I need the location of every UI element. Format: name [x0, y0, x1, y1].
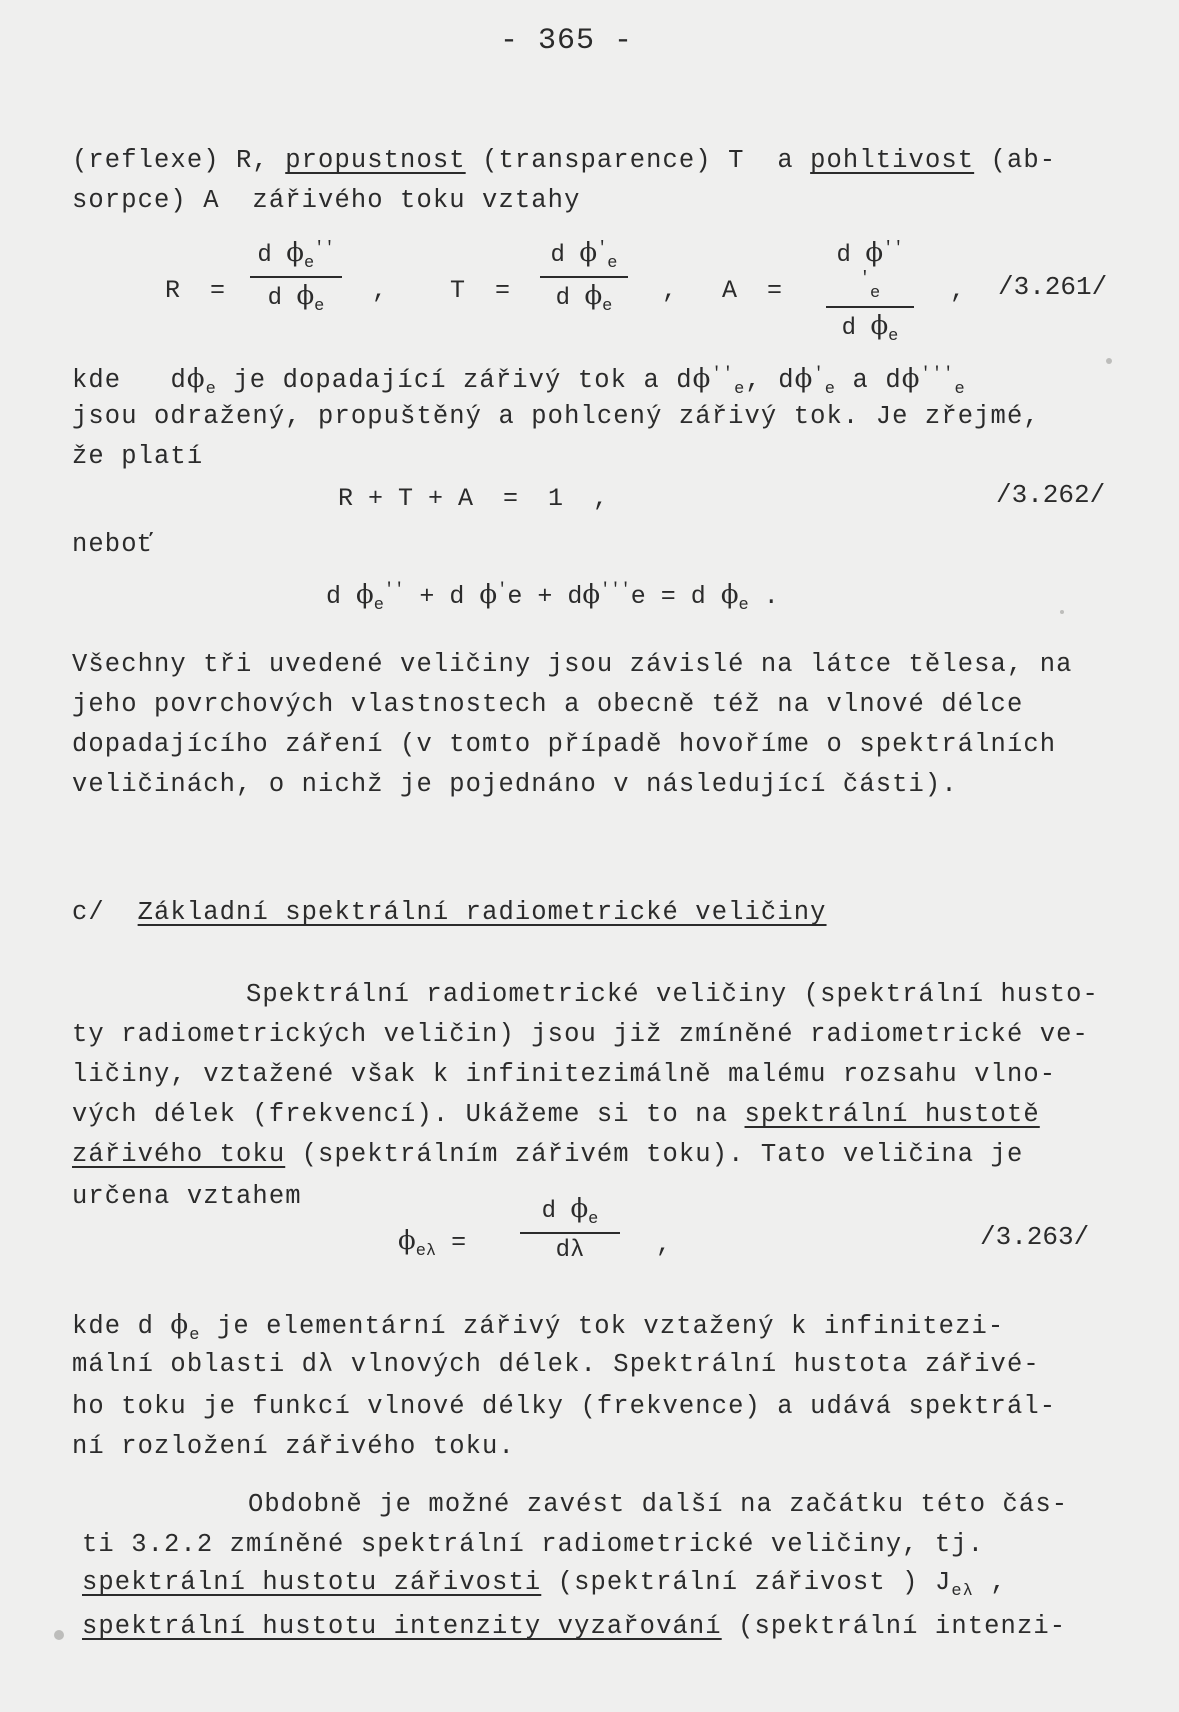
term-spektralni-hustotu-intenzity: spektrální hustotu intenzity vyzařování [82, 1612, 722, 1641]
paragraph-line: zářivého toku (spektrálním zářivém toku). Tato veličina je [72, 1140, 1024, 1169]
page-number: - 365 - [500, 24, 634, 58]
paragraph-line: veličinách, o nichž je pojednáno v následující části). [72, 770, 958, 799]
kde-line: kde $d\phi_e$ je dopadající zářivý tok a $d\phi''_e$, $d\phi'_e$ a $d\phi'''_e$ [72, 364, 966, 400]
fraction-R: d $\phi_e''$ d $\phi_e$ [250, 238, 342, 316]
section-label: c/ [72, 898, 105, 927]
paragraph-line: spektrální hustotu zářivosti (spektrální zářivost ) $J_{e\lambda}$ , [82, 1568, 1007, 1602]
paragraph-line [72, 146, 1056, 175]
term-spektralni-hustote: spektrální hustotě [744, 1100, 1040, 1129]
fraction-T: d $\phi'_e$ d $\phi_e$ [540, 238, 628, 316]
paragraph-line: Spektrální radiometrické veličiny (spektrální husto- [246, 980, 1099, 1009]
text-span: (transparence) T a [465, 146, 811, 175]
eq-separator: , [656, 1230, 672, 1259]
paragraph-line: Všechny tři uvedené veličiny jsou závislé na látce tělesa, na [72, 650, 1073, 679]
paragraph-line: sorpce) A zářivého toku vztahy [72, 186, 581, 215]
fraction-phi-lambda: d $\phi_e$ dλ [520, 1194, 620, 1264]
paragraph-line: určena vztahem [72, 1182, 302, 1211]
eq-lhs-T: T = [450, 276, 511, 305]
scan-speck [1106, 358, 1112, 364]
term-ziriveho-toku: zářivého toku [72, 1140, 286, 1169]
paragraph-line: ho toku je funkcí vlnové délky (frekvence) a udává spektrál- [72, 1392, 1057, 1421]
paragraph-line: spektrální hustotu intenzity vyzařování (spektrální intenzi- [82, 1612, 1067, 1641]
eq-separator: , [950, 276, 966, 305]
eq-separator: , [372, 276, 388, 305]
paragraph-line: ty radiometrických veličin) jsou již zmíněné radiometrické ve- [72, 1020, 1089, 1049]
paragraph-line: ní rozložení zářivého toku. [72, 1432, 515, 1461]
eq-lhs-R: R = [165, 276, 226, 305]
paragraph-line: vých délek (frekvencí). Ukážeme si to na spektrální hustotě [72, 1100, 1040, 1129]
equation-number: /3.262/ [996, 480, 1106, 510]
text-span: (ab- [974, 146, 1057, 175]
eq-separator: , [662, 276, 678, 305]
nebot-word: neboť [72, 530, 155, 559]
text-span: (reflexe) R, [72, 146, 286, 175]
fraction-A: d $\phi'''_e$ d $\phi_e$ [826, 238, 914, 346]
paragraph-line: dopadajícího záření (v tomto případě hovoříme o spektrálních [72, 730, 1057, 759]
paragraph-line: kde d $\phi_e$ je elementární zářivý tok vztažený k infinitezi- [72, 1310, 1005, 1346]
paragraph-line: že platí [72, 442, 204, 471]
term-pohltivost: pohltivost [810, 146, 975, 175]
paragraph-line: jeho povrchových vlastnostech a obecně též na vlnové délce [72, 690, 1024, 719]
paragraph-line: jsou odražený, propuštěný a pohlcený zářivý tok. Je zřejmé, [72, 402, 1040, 431]
sum-equation: d $\phi_e'' + d$ ϕ′e + dϕ′′′e = d $\phi_e$ . [326, 580, 779, 615]
equation-3-262: R + T + A = 1 , [338, 484, 609, 513]
equation-number: /3.261/ [998, 272, 1108, 302]
paragraph-line: Obdobně je možné zavést další na začátku této čás- [248, 1490, 1069, 1519]
paragraph-line: ti 3.2.2 zmíněné spektrální radiometrické veličiny, tj. [82, 1530, 985, 1559]
eq-lhs-A: A = [722, 276, 783, 305]
section-heading [72, 898, 827, 927]
section-title: Základní spektrální radiometrické veličiny [137, 898, 827, 927]
scan-speck [1060, 610, 1064, 614]
eq-lhs-phi-lambda: $\phi_{e\lambda}$ = [398, 1226, 467, 1261]
term-spektralni-hustotu-zarivosti: spektrální hustotu zářivosti [82, 1568, 542, 1597]
paragraph-line: ličiny, vztažené však k infinitezimálně malému rozsahu vlno- [72, 1060, 1057, 1089]
term-propustnost: propustnost [285, 146, 466, 175]
paragraph-line: mální oblasti dλ vlnových délek. Spektrální hustota zářivé- [72, 1350, 1040, 1379]
scan-speck [54, 1630, 64, 1640]
equation-number: /3.263/ [980, 1222, 1090, 1252]
